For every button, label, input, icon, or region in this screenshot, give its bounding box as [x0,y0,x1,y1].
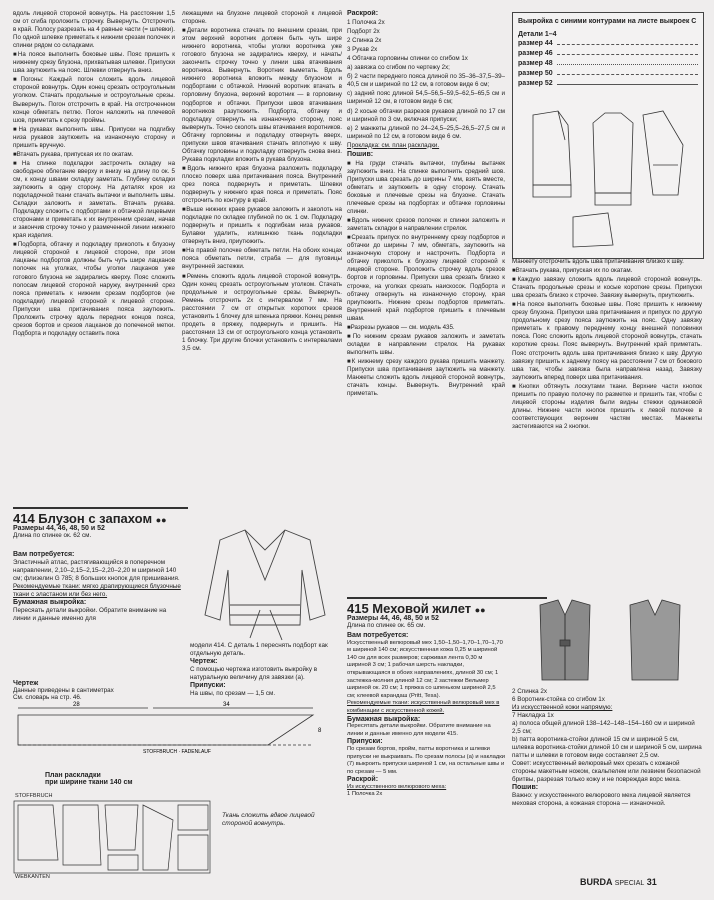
model-414-illustration [190,520,340,645]
size-legend-row: размер 44 [513,39,703,49]
paragraph: ■ Ремень сложить вдоль лицевой стороной вовнутрь. Один конец срезать остроугольным уголком. Стачать продольные и остроугольные срезы. Вывернуть. Ремень отстрочить 2х с интервалом 7 мм. На расстоянии 7 см от открытых коротких срезов установить 1 блочку для шпенька пряжки. Конец ремня продеть в пряжку, подвернуть и пришить. На расстоянии 13 см от остроугольного конца установить 1 блочку. Три другие блочки установить с интервалами 3,5 см. [182,273,342,353]
text-column-1 [13,10,175,465]
paragraph: ■ Срезать припуск по внутреннему срезу подбортов и обтачки до ширины 7 мм, обметать, заутюжить на изнаночную сторону и настрочить. Подборта и обтачку приколоть к блузону лицевой стороной к лицевой стороне. Проложить строчку вдоль срезов бортов и горловины. Припуски шва срезать близко к строчке, на уголках срезать наискосок. Подборта и обтачку отвернуть на изнаночную сторону, края приутюжить. Нижние срезы подбортов приметать. Внутренний край подбортов пришить к плечевым швам. [347,234,505,323]
model-414-sizes: Размеры 44, 46, 48, 50 и 52 Длина по спинке ок. 62 см. [13,525,105,539]
model-415-info: Вам потребуется: Искусственный велюровый мех 1,50–1,50–1,70–1,70–1,70 м шириной 140 см; искусственная кожа 0,25 м шириной 140 см для всех размеров; сарживая лента 0,30 м шириной 3 см; 1 рабочая шерсть накладки, открывающаяся в обоих направлениях, длиной 30 см; 1 застежка-молния длиной 12 см; 2 застежки Вельмер шириной ок. 20 см; 1 пряжка со шпеньком шириной 2,5 см; клеевой карандаш (Pritt, Tesa). Рекомендуемые ткани: искусственный велюровый мех в комбинации с искусственной кожей. Бумажная выкройка: Пересятать детали выкройки. Обратите внимание на линии и данные именно для модели 415. Припуски: По срезам бортов, пройм, патты воротника и шлевки припуски не выкраивать. По срезам полосы (а) и накладки (7) выкроить припуски шириной 1 см, на остальные швы и по срезам — 5 мм. Раскрой: Из искусственного велюрового меха: 1 Полочка 2х [347,632,505,798]
box-title: Выкройка с синими контурами на листе выкроек C [518,18,697,25]
paragraph: ■ На правой полочке обметать петли. На обоих концах пояса обметать петли, страба — для пуговицы внутренней застежки. [182,247,342,271]
cut-item: а) завязка со сгибом по чертежу 2х; [347,64,450,72]
layout-note: Ткань сложить вдвое лицевой стороной вовнутрь. [222,812,315,827]
flat-sketch-blouse [513,105,701,255]
selvedge-label: WEBKANTEN [15,874,50,880]
layout-plan-caption: План раскладки при ширине ткани 140 см [45,772,133,786]
paragraph: ■ Кнопки обтянуть лоскутами ткани. Верхние части кнопок пришить по правую полочку по разметке и пришить так, чтобы с лицевой стороны изделия были видны стежки одинаковой длины. Нижние части кнопок пришить к левой полочке в соответствующих верхним частям местах. Манжеты застегиваются на 2 кнопки. [512,383,702,431]
size-legend-row: размер 52 [513,79,703,89]
cut-item: б) 2 части переднего пояса длиной по 35–36–37,5–39–40,5 см и шириной по 12 см, в готовом виде 6 см; [347,73,505,89]
page-number: 31 [646,877,657,887]
cut-item: 4 Обтачка горловины спинки со сгибом 1х [347,55,468,63]
paragraph: ■ К нижнему срезу каждого рукава пришить манжету. Припуски шва притачивания заутюжить на манжету. Манжеты сложить вдоль лицевой стороной вовнутрь, стачать концы. Вывернуть. Внутренний край приметать. [347,358,505,398]
section-heading: Пошив: [347,150,374,158]
paragraph: ■ Вдоль нижних срезов полочек и спинки заложить и заметать складки в направлении стрелок. [347,217,505,233]
box-parts: Детали 1–4 [518,31,557,38]
paragraph: ■ Втачать рукава, припуская их по окатам. [512,267,702,275]
paragraph: ■ На рукавах выполнить швы. Припуски на подгибку низа рукавов заутюжить на изнаночную сторону и пришить вручную. [13,126,175,150]
size-legend-row: размер 46 [513,49,703,59]
size-legend-row: размер 50 [513,69,703,79]
draft-dim-2: 34 [223,702,230,708]
paragraph: ■ По нижним срезам рукавов заложить и заметать складки в направлении стрелок. На рукавах выполнить швы. [347,333,505,357]
paragraph: ■ На поясе выполнить боковые швы. Пояс пришить к нижнему срезу блузона. Припуски шва притачивания и припуск по другую продольному срезу пояса заутюжить на пояс. Одну завязку приметать к правому переднему концу внешней половинки пояса. Пояс сложить вдоль лицевой стороной вовнутрь, стачать короткие срезы. Пояс вывернуть. Внутренний край приметать. Пояс отстрочить вдоль шва притачивания близко к шву. Другую завязку пришить к заднему поясу на расстоянии 7 см от бокового шва так, чтобы завязка была направлена назад. Завязку заутюжить вперед поверх шва притачивания. [512,301,702,381]
model-414-info: Вам потребуется: Эластичный атлас, растягивающийся в поперечном направлении, 2,10–2,15–2,15–2,20–2,20 м шириной 140 см; флизелин G 785; 8 больших кнопок для пришивания. Рекомендуемые ткани: мягко драпирующиеся блузочные ткани с эластаном или без него. Бумажная выкройка: Пересяать детали выкройки. Обратите внимание на линии и данные именно для [13,551,181,622]
section-heading: Раскрой: [347,10,379,17]
page-footer [580,877,657,887]
paragraph: ■ Разрезы рукавов — см. модель 435. [347,324,505,332]
fold-label: STOFFBRUCH [15,793,53,799]
size-legend-row: размер 48 [513,59,703,69]
model-415-illustration [520,595,700,690]
model-415-sizes: Размеры 44, 46, 48, 50 и 52 Длина по спинке ок. 65 см. [347,615,439,629]
cut-item: Подборт 2х [347,28,380,36]
paragraph: вдоль лицевой стороной вовнутрь. На расстоянии 1,5 см от сгиба проложить строчку. Вывернуть. Отстрочить в край. Полосу разрезать на 4 равные части (= шлевки). По одной шлевке приметать к нижним срезам полочек и спинки рядом со складками. [13,10,175,50]
pattern-sheet-box [512,12,704,259]
cut-item: 3 Рукав 2х [347,46,378,54]
model-414-info-2: модели 414. С деталь 1 переснять подборт как отдельную деталь. Чертеж: С помощью чертежа изготовить выкройку в натуральную величину для завязки (а). Припуски: На швы, по срезам — 1,5 см. [190,642,328,697]
paragraph: ■ Вдоль нижнего края блузона разложить подкладку плоско поверх шва притачивания пояса. Внутренний срез пояса подвернуть и приметать. Шлевки подвернуть у нижнего края пояса и приметать. Пояс отстрочить по контуру в край. [182,165,342,205]
paragraph: ■ Выше нижних краев рукавов заложить и заколоть на подкладке по складке глубиной по ок. 1 см. Подкладку подвернуть и пришить к подгибкам низа рукавов. Булавки удалить, излишнюю ткань подкладки отвернуть вниз, приутюжить. [182,206,342,246]
text-column-4 [512,258,702,548]
paragraph: Манжету отстрочить вдоль шва притачивания близко к шву. [512,258,684,265]
paragraph: ■ На груди стачать вытачки, глубины вытачек заутюжить вниз. На спинке выполнить средний шов. Припуски шва срезать до ширины 7 мм, взять вместе, обметать и заутюжить в одну сторону. Стачать боковые и плечевые срезы на блузоне. Стачать плечевые срезы на подбортах и обтачке горловины спинки. [347,160,505,216]
cut-item: d) 2 косые обтачки разрезов рукавов длиной по 17 см и шириной по 3 см, включая припуски; [347,107,505,123]
model-415-info-2: 2 Спинка 2х 6 Воротник-стойка со сгибом 1х Из искусственной кожи напрямую: 7 Накладка 1х а) полоса общей длиной 138–142–148–154–160 см и шириной 2,5 см; b) патта воротника-стойки длиной 15 см и шириной 5 см, шлевка воротника-стойки длиной 10 см и шириной 5 см, ширина патты и шлевки в готовом виде составляет 2,5 см. Совет: искусственный велюровый мех срезать с кожаной стороны макетным ножом, скальпелем или лезвием безопасной бритвы, разрезая только кожу и не повреждая ворс меха. Пошив: Важно: у искусственного велюрового меха лицевой является меховая сторона, а кожаная сторона — изнаночной. [512,688,702,807]
paragraph: ■ Каждую завязку сложить вдоль лицевой стороной вовнутрь. Стачать продольные срезы и косые короткие срезы. Припуски шва срезать близко к строчке. Завязку вывернуть, приутюжить. [512,276,702,300]
draft-dim-1: 28 [73,702,80,708]
paragraph: лежащими на блузоне лицевой стороной к лицевой стороне. [182,10,342,26]
draft-caption: Чертеж Данные приведены в сантиметрах См. словарь на стр. 46. [13,680,114,701]
text-column-3 [347,10,505,550]
cut-item: 2 Спинка 2х [347,37,382,45]
cut-item: е) 2 манжеты длиной по 24–24,5–25,5–26,5–27,5 см и шириной по 12 см, в готовом виде 6 см. [347,124,505,140]
paragraph: ■ Погоны: Каждый погон сложить вдоль лицевой стороной вовнутрь. Один конец срезать остроугольным уголком. Стачать продольные и остроугольные срезы. Вывернуть. Погон отстрочить в край. На отстроченном конце обметать петлю. Погон наложить на плечевой шов, приметать к срезу проймы. [13,76,175,124]
paragraph: Прокладка: см. план раскладки. [347,141,440,149]
paragraph: ■ На поясе выполнить боковые швы. Пояс пришить к нижнему срезу блузона, прихватывая шлевки. Припуски шва заутюжить на пояс. Шлевки отвернуть вниз. [13,51,175,75]
model-414-title: 414 Блузон с запахом ●● [13,507,188,526]
tie-draft-diagram [13,700,333,760]
brand-special: SPECIAL [614,880,645,887]
brand-name: BURDA [580,877,613,887]
paragraph: ■ На спинке подкладки застрочить складку на свободное облегание вверху и внизу на длину по ок. 5 см, к концу швами складку заметать. Глубину складки заутюжить в одну сторону. На деталях кроя из подкладочной ткани стачать вытачки и выполнить швы. Складки заложить и заметать. Втачать рукава. Подкладку сложить с подбортами и обтачкой лицевыми сторонами и приметать к их внутренним срезам, начав и закончив строчку точно у размеченной линии нижнего края изделия. [13,160,175,240]
model-415-title: 415 Меховой жилет ●● [347,597,547,616]
paragraph: ■ Подборта, обтачку и подкладку приколоть к блузону лицевой стороной к лицевой стороне, при этом лацканы подбортов должны быть чуть шире лацканов полочек на уголках, чтобы уголки лацканов уже готового блузона не задирались кверху. Пояс сложить полосам лицевой стороной наружу, внутренний срез пояса приметать к нижним срезам подбортов (не подкладки) лицевой стороной к лицевой стороне. Припуски шва притачивания пояса заутюжить. Проложить строчку вдоль передних концов пояса, срезов бортов и срезов лацканов до попеченой метки. Подборта и подкладку оставить пока [13,241,175,338]
draft-dim-3: 8 [318,728,322,734]
cut-item: 1 Полочка 2х [347,19,385,27]
text-column-2 [182,10,342,465]
paragraph: ■ Втачать рукава, припуская их по окатам. [13,151,175,159]
paragraph: ■ Детали воротника стачать по внешним срезам, при этом верхний воротник должен быть чуть шире нижнего воротника, чтобы уголки воротника уже готового блузона не задирались кверху, и начать/закончить строчку точно у линии шва втачивания воротника. Вывернуть. Воротник выметать. Вдоль нижнего воротника вложить между блузоном и подбортами с обтачкой. Нижний воротник втачать в горловину блузона, верхний воротник — в горловину подбортов и обтачки. Припуски швов втачивания воротников разутюжить. Подборта, обтачку и подкладку отвернуть на изнаночную сторону, пояс вывернуть. Точно сколоть швы втачивания воротников. Обтачку горловины и подкладку отвернуть вверх, припуски швов втачивания стачать вплотную к шву. Обтачку горловины и подкладку отвернуть снова вниз. Рукава подкладки вложить в рукава блузона. [182,27,342,164]
draft-fold-label: STOFFBRUCH · FADENLAUF [143,749,211,755]
cut-item: с) задний пояс длиной 54,5–56,5–59,5–62,5–65,5 см и шириной 12 см, в готовом виде 6 см; [347,90,505,106]
layout-plan-diagram [13,800,213,878]
